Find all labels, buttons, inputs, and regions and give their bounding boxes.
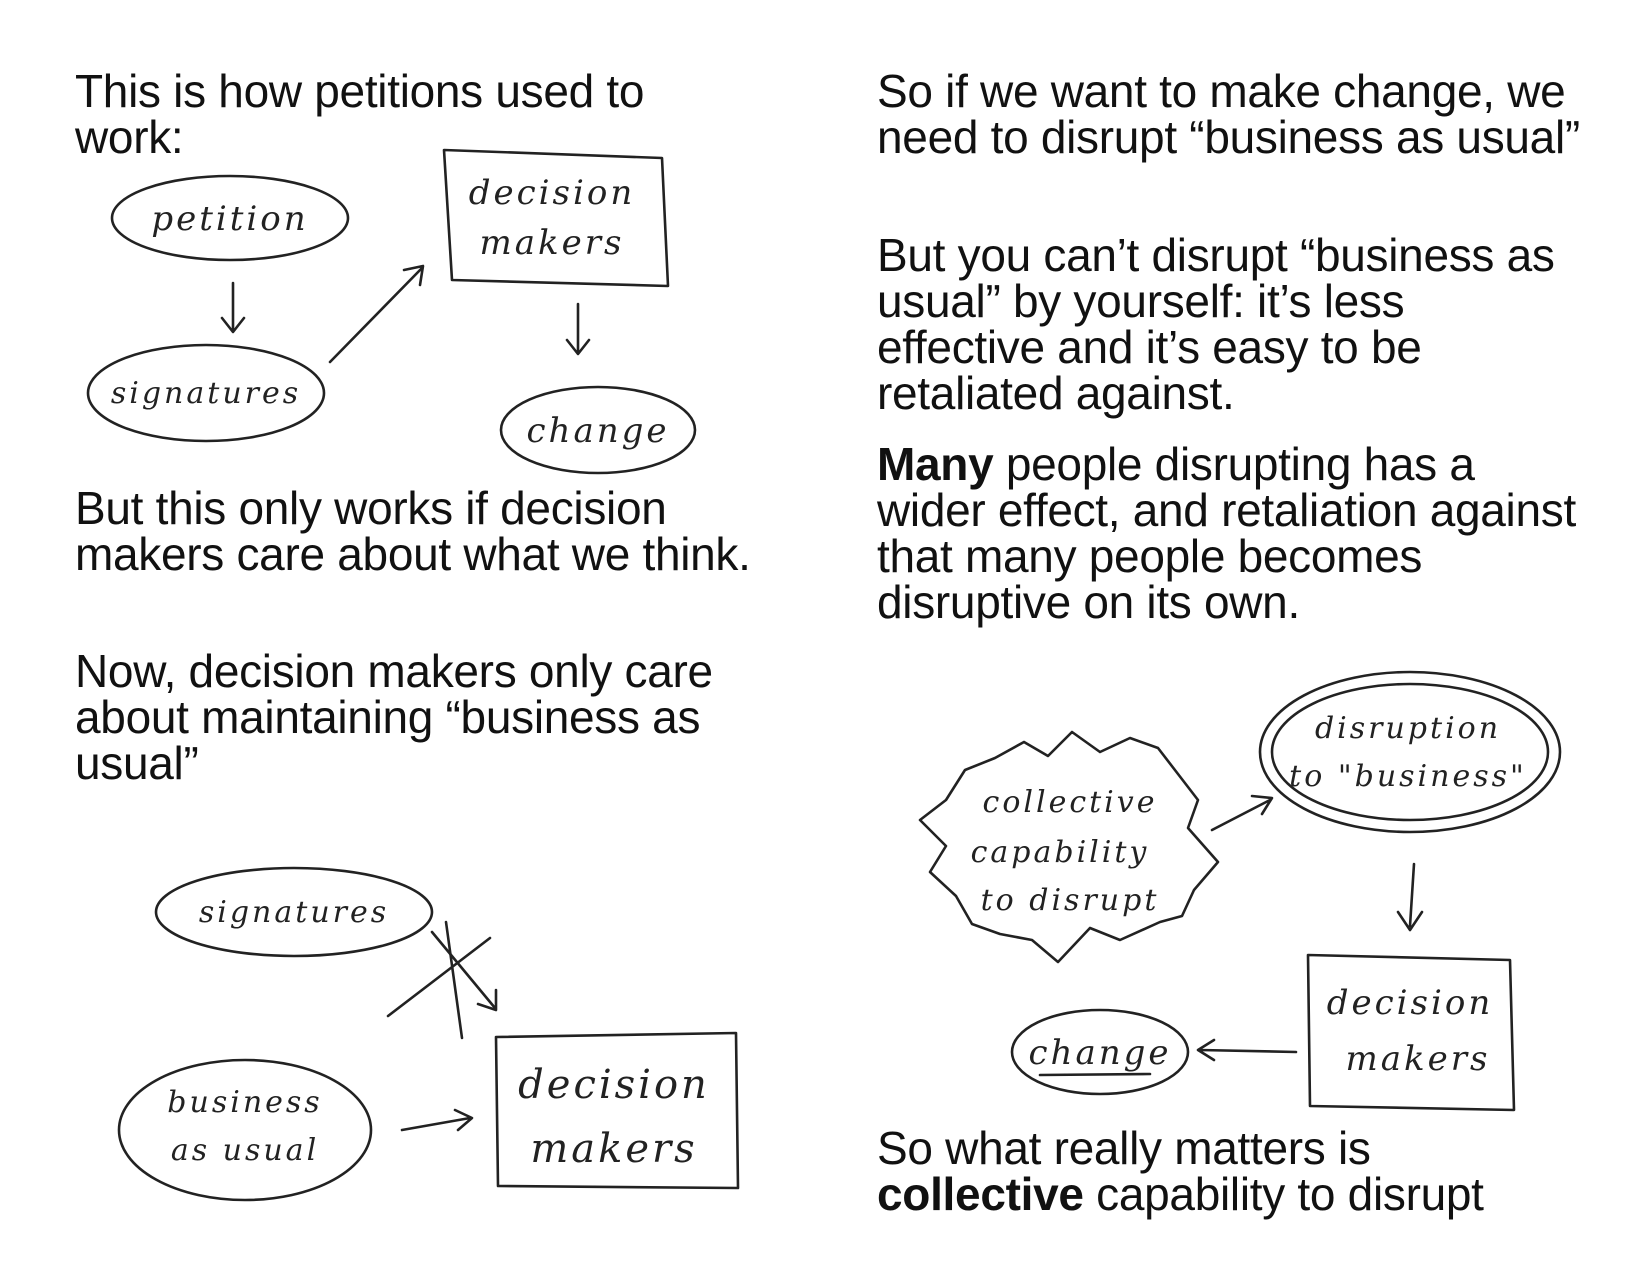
arrow-decision-makers-to-change-3 xyxy=(1198,1040,1296,1060)
collective-label-3: to disrupt xyxy=(980,883,1160,918)
decision-label-2: decision xyxy=(518,1062,710,1108)
condition-text: But this only works if decision makers care about what we think. xyxy=(75,482,751,580)
makers-label-3: makers xyxy=(1345,1039,1491,1079)
disruption-node-inner xyxy=(1272,684,1548,820)
business-label: business xyxy=(167,1085,323,1120)
change-text: So if we want to make change, we need to disrupt “business as usual” xyxy=(877,65,1580,163)
intro-text: This is how petitions used to work: xyxy=(75,65,645,163)
signatures-label-2: signatures xyxy=(198,895,390,930)
decision-label-1: decision xyxy=(468,173,636,213)
conclusion-rest: capability to disrupt xyxy=(1083,1168,1484,1220)
change-underline xyxy=(1040,1074,1150,1075)
petition-label: petition xyxy=(151,199,309,239)
decision-label-3: decision xyxy=(1326,983,1494,1023)
as-usual-label: as usual xyxy=(170,1133,320,1168)
collective-bold: collective xyxy=(877,1168,1084,1220)
many-bold: Many xyxy=(877,438,994,490)
signatures-label: signatures xyxy=(110,376,302,411)
arrow-disruption-to-decision-makers xyxy=(1398,864,1422,930)
change-label-3: change xyxy=(1028,1033,1172,1073)
change-label-1: change xyxy=(526,411,670,451)
business-as-usual-text: Now, decision makers only care about maintaining “business as usual” xyxy=(75,645,713,789)
decision-makers-box-3 xyxy=(1308,955,1514,1110)
disruption-label-1: disruption xyxy=(1314,711,1502,746)
disruption-node-outer xyxy=(1260,672,1560,832)
makers-label-1: makers xyxy=(479,223,625,263)
disruption-label-2: to "business" xyxy=(1289,759,1527,794)
disrupt-alone-text: But you can’t disrupt “business as usual” by yourself: it’s less effective and it’s easy to be retaliated against. xyxy=(877,229,1555,419)
collective-label-2: capability xyxy=(970,835,1150,870)
collective-label-1: collective xyxy=(982,785,1158,820)
arrow-collective-to-disruption xyxy=(1212,796,1272,830)
many-rest: people disrupting has a wider effect, and retaliation against that many people becomes disruptive on its own. xyxy=(877,438,1576,628)
makers-label-2: makers xyxy=(530,1126,698,1172)
conclusion-prefix: So what really matters is xyxy=(877,1122,1371,1174)
